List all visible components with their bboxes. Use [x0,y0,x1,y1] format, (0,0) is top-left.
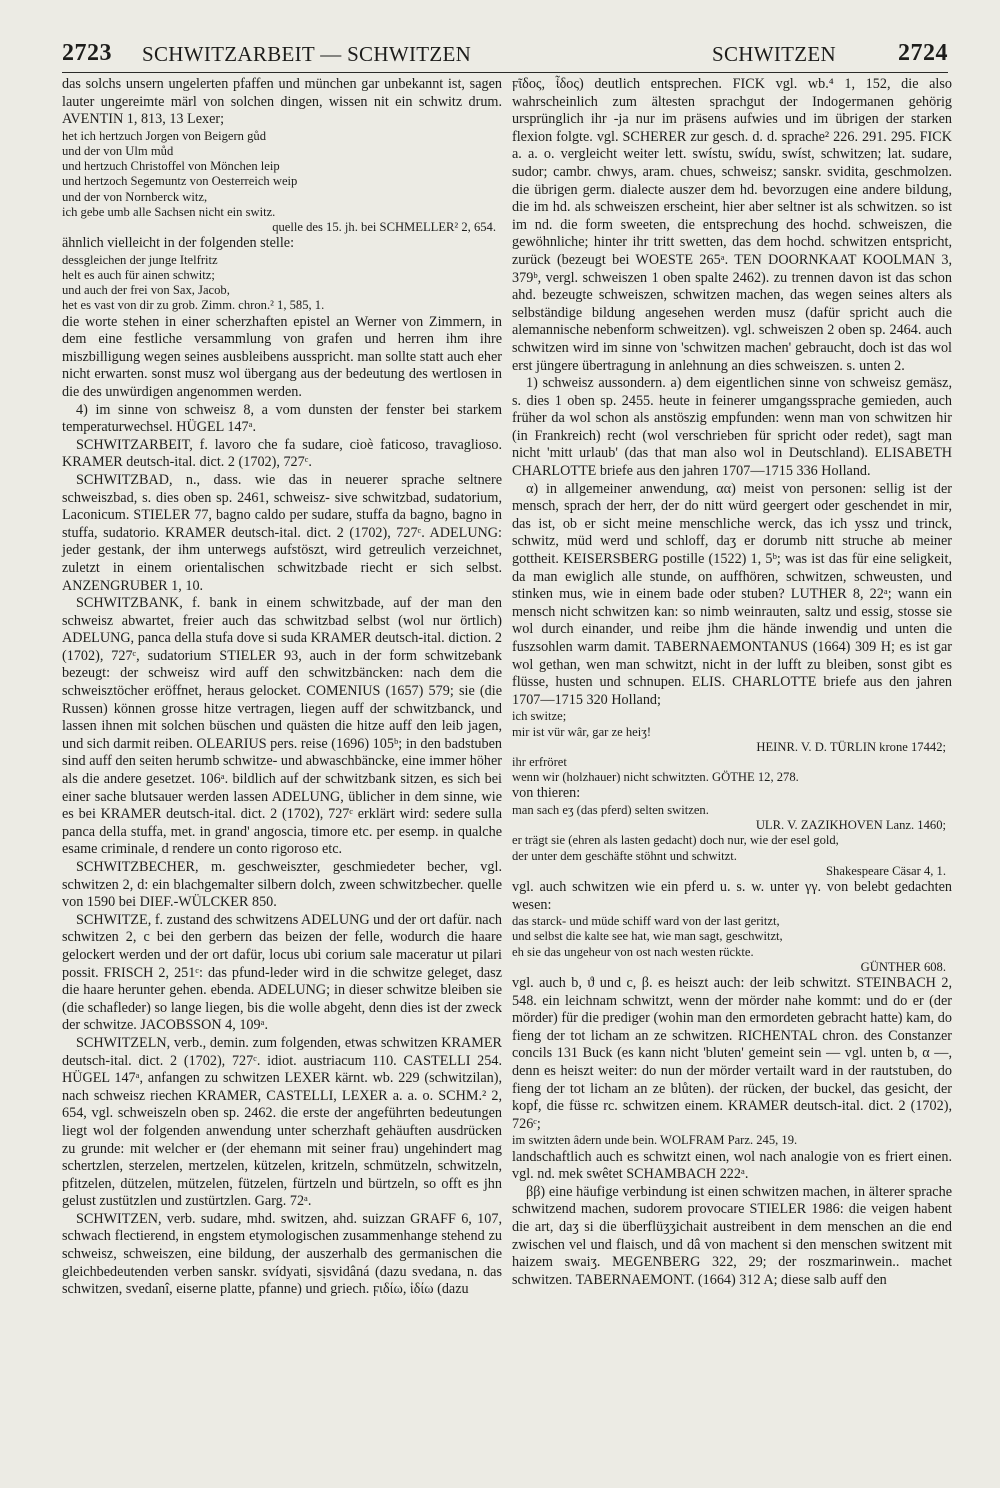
left-entry-paragraph: SCHWITZARBEIT, f. lavoro che fa sudare, cioè faticoso, travaglioso. KRAMER deutsch-ital. dict. 2 (1702), 727ᶜ. [62,436,502,471]
left-quote-source: quelle des 15. jh. bei SCHMELLER² 2, 654. [272,220,496,234]
left-entry-paragraph: SCHWITZBECHER, m. geschweiszter, geschmiedeter becher, vgl. schwitzen 2, d: ein blachgemalter silbern dolch, zween schwitzbecher. quelle von 1590 bei DIEF.-WÜLCKER 850. [62,859,502,911]
right-quote-source: HEINR. V. D. TÜRLIN krone 17442; [756,739,946,754]
left-entry-paragraph: SCHWITZELN, verb., demin. zum folgenden, etwas schwitzen KRAMER deutsch-ital. dict. 2 (1702), 727ᶜ. idiot. austriacum 110. CASTELLI 254. HÜGEL 147ᵃ, anfangen zu schwitzen LEXER kärnt. wb. 229 (schwitzilan), nach schweisz riechen KRAMER, CASTELLI, LEXER a. a. o. SCHM.² 2, 654, vgl. schweiszeln oben sp. 2462. die erste der angeführten bedeutungen liegt wol der folgenden anwendung unter scherzhaft gehäuften ausdrücken zu grunde: mit welcher er (der ehemann mit seiner frau) ungehindert mag schertzlen, sterzelen, mertzelen, kützelen, kritzeln, schmützeln, schwitzeln, pfitzelen, dützelen, mützelen, fützelen, fürtzeln und bürtzeln, so offt es jhn gelust zustützlen und zustürtzlen. Garg. 72ᵃ. [62,1034,502,1210]
left-paragraph: ähnlich vielleicht in der folgenden stelle: [62,235,295,252]
running-title-right: SCHWITZEN [711,42,836,66]
left-paragraph: die worte stehen in einer scherzhaften epistel an Werner von Zimmern, in dem eine festliche versammlung von grafen und herren ihm ihre miszbilligung wegen seines ausbleibens ausspricht. man sollte statt auch eher nicht erwarten. sonst musz wol übergang aus der bedeutung des wertlosen in die des unwürdigen angenommen werden. [62,313,502,400]
right-column [512,76,952,1289]
right-verse-quote: im switzten âdern unde bein. WOLFRAM Parz. 245, 19. [512,1133,798,1148]
left-verse-quote: dessgleichen der junge Itelfritz helt es auch für ainen schwitz; und auch der frei von Sax, Jacob, het es vast von dir zu grob. Zimm. chron.² 1, 585, 1. [62,252,325,313]
running-header [62,38,948,73]
right-entry-paragraph: 1) schweisz aussondern. a) dem eigentlichen sinne von schweisz gemäsz, s. dies 1 oben sp. 2455. heute in feinerer umgangssprache gemieden, auch früher da wol schon als anstöszig empfunden: wenn man von schwitzen hir (in Frankreich) recht (wol verschrieben für spricht oder redet), sagt man nicht 'mitt urlaub' (das that man also wol in Deutschland). ELISABETH CHARLOTTE briefe aus den jahren 1707—1715 336 Holland. [512,375,952,480]
right-entry-paragraph: ββ) eine häufige verbindung ist einen schwitzen machen, in älterer sprache schwitzend machen, sudorem provocare STIELER 1986: die veigen habent die art, daʒ si die überflüʒʒichait austreibent in dem menschen an die end zwischen vel und flaisch, und dâ von machent si den menschen switzent mit haizem swaiʒ. MEGENBERG 322, 29; der roszmarinwein.. machet schwitzen. TABERNAEMONT. (1664) 312 A; diese salb auff den [512,1183,952,1288]
right-verse-quote: das starck- und müde schiff ward von der last geritzt, und selbst die kalte see hat, wie man sagt, geschwitzt, eh sie das ungeheur von ost nach westen rückte. [512,914,783,959]
left-verse-quote: het ich hertzuch Jorgen von Beigern gůd und der von Ulm můd und hertzuch Christoffel von Mönchen leip und hertzoch Segemuntz von Oesterreich weip und der von Nornberck witz, ich gebe umb alle Sachsen nicht ein switz. [62,128,298,219]
right-paragraph: landschaftlich auch es schwitzt einen, wol nach analogie von es friert einen. vgl. nd. mek swêtet SCHAMBACH 222ᵃ. [512,1148,952,1183]
right-entry-paragraph: α) in allgemeiner anwendung, αα) meist von personen: sellig ist der mensch, sprach der herr, der do nitt würd geergert oder geschendet in mir, das ist, ob er sicht meine menschliche werck, das ich yssz und trinck, schwitz, müd werd und schloff, daʒ er dorumb nitt struche ab meiner gottheit. KEISERSBERG postille (1522) 1, 5ᵇ; was ist das für eine seligkeit, da man ewiglich alle stunde, on auffhören, schwitzen, schweusten, und stinken mus, wie in einem bade oder stuben? LUTHER 8, 22ᵃ; wann ein mensch nicht schwitzen kan: so nimb weinrauten, saltz und essig, stosse sie wol durch einander, und reibe jhm die hände inwendig und unten die fuszsohlen warm damit. TABERNAEMONTANUS (1664) 309 H; es ist gar wol gethan, wen man schwitzt, nicht in der lufft zu bleiben, sonst gibt es flüsse, husten und schnupen. ELIS. CHARLOTTE briefe aus den jahren 1707—1715 320 Holland; [512,480,952,708]
left-entry-paragraph: SCHWITZE, f. zustand des schwitzens ADELUNG und der ort dafür. nach schwitzen 2, c bei den gerbern das beizen der felle, wodurch die haare gelockert werden und der ort dafür, locus ubi corium sale maceratur ut pilari possit. FRISCH 2, 251ᶜ: das pfund-leder wird in die schwitze geleget, dasz die haare herunter gehen. ebenda. ADELUNG; in dieser schwitze bleiben sie (die schafleder) so lange liegen, bis die wolle abgeht, denn dies ist der zweck der schwitze. JACOBSSON 4, 109ᵃ. [62,911,502,1034]
right-paragraph: ϝῖδος, ἶδος) deutlich entsprechen. FICK vgl. wb.⁴ 1, 152, die also wahrscheinlich zum ältesten sprachgut der Indogermanen gehörig ursprünglich ihr -ja nur im präsens aufwies und im übrigen der starken flexion folgte. vgl. SCHERER zur gesch. d. d. sprache² 226. 291. 295. FICK a. a. o. vergleicht weiter lett. swístu, swídu, swíst, schwitzen; lat. sudare, sudor; cambr. chwys, aram. chues, schweisz; sanskr. svidita, geschmolzen. die übrigen germ. dialecte auszer dem hd. bevorzugen eine andere bildung, die im hd. als schweiszen erscheint, hier aber seltner ist als schwitzen. so ist im nd. die form sweeten, die entsprechung des hochd. schweiszen, die gewöhnliche; hinter ihr tritt swetten, das dem hochd. schwitzen entspricht, zurück (bezeugt bei WOESTE 265ᵃ. TEN DOORNKAAT KOOLMAN 3, 379ᵇ, vergl. schweiszen 1 oben spalte 2462). zu trennen davon ist das schon ahd. bezeugte schweiszen, schwitzen machen, das wegen seines alters als selbständige bildung angesehen werden musz (dafür spricht auch die alemannische nebenform schweitzen). vgl. schweiszen 2 oben sp. 2464. auch schwitzen wird im sinne von 'schwitzen machen' gebraucht, doch ist das wol erst jüngere übertragung in anlehnung an dies schweiszen. s. unten 2. [512,76,952,374]
left-entry-paragraph: 4) im sinne von schweisz 8, a vom dunsten der fenster bei starkem temperaturwechsel. HÜGEL 147ᵃ. [62,401,502,436]
right-verse-quote: er trägt sie (ehren als lasten gedacht) doch nur, wie der esel gold, der unter dem geschäfte stöhnt und schwitzt. [512,833,839,863]
right-verse-quote: man sach eʒ (das pferd) selten switzen. [512,802,709,817]
left-entry-paragraph: SCHWITZBANK, f. bank in einem schwitzbade, auf der man den schweisz abwartet, freier auch das schwitzbad selbst (wol nur örtlich) ADELUNG, panca della stufa dove si suda KRAMER deutsch-ital. diction. 2 (1702), 727ᶜ, sudatorium STIELER 93, auch in der form schwitzebank bezeugt: der schweisz wird auff den schwitzbäncken: nach dem die schweisztöcher eröffnet, heraus gelocket. COMENIUS (1657) 579; sie (die Russen) können grosse hitze vertragen, liegen auff der schwitzbanck, und lassen ihnen mit solchen büschen und quästen die hitze auff den leib jagen, und sich darmit reiben. OLEARIUS pers. reise (1696) 105ᵇ; in den badstuben sind auff den seiten herumb schwitze- und abwaschbäncke, eine immer höher als die andere gesetzet. 106ᵃ. bildlich auf der schwitzbank sitzen, es sich bei einer sache blutsauer werden lassen ADELUNG, üblicher in dem sinne, wie es bei KRAMER deutsch-ital. dict. 2 (1702), 727ᶜ erklärt wird: sedere sulla panca della stuffa, met. in grand' angoscia, timore etc. per esemp. in qualche esame criminale, d rendere un conto rigoroso etc. [62,595,502,858]
page-number-left: 2723 [62,40,112,66]
running-title-left: SCHWITZARBEIT — SCHWITZEN [142,42,472,66]
right-verse-quote: ich switze; mir ist vür wâr, gar ze heiʒ! [512,709,652,739]
left-entry-paragraph: SCHWITZEN, verb. sudare, mhd. switzen, ahd. suizzan GRAFF 6, 107, schwach flectierend, in engstem etymologischen zusammenhange stehend zu schweisz, schweiszen, eine bildung, der auszerhalb des germanischen die gleichbedeutenden verben sanskr. svídyati, sịsvidâná (dazu svedana, n. das schwitzen, svedanî, eiserne platte, pfanne) und griech. ϝιδίω, ἰδίω (dazu [62,1210,502,1298]
left-paragraph: das solchs unsern ungelerten pfaffen und münchen gar unbekannt ist, sagen lauter ungereimte märl von solchen dingen, wissen nit ein schwitz drum. AVENTIN 1, 813, 13 Lexer; [62,76,502,128]
right-paragraph: vgl. auch b, ϑ und c, β. es heiszt auch: der leib schwitzt. STEINBACH 2, 548. ein leichnam schwitzt, wenn der mörder nahe kommt: und do er (der mörder) für die prediger (wohin man den ermordeten gebracht hatte) kam, do fieng der tot licham an ze schwitzen. RICHENTAL chron. des Constanzer concils 131 Buck (es kann nicht 'bluten' gemeint sein — vgl. unten b, α —, denn es heiszt weiter: do nun der mörder vertailt ward in der rautstuben, do fieng der tot licham an ze blůten). der rücken, der buckel, das gesicht, der kopf, die füsse rc. schwitzen einem. KRAMER deutsch-ital. dict. 2 (1702), 726ᶜ; [512,975,952,1132]
right-quote-source: ULR. V. ZAZIKHOVEN Lanz. 1460; [755,818,946,833]
right-paragraph: von thieren: [512,785,581,802]
left-column [62,76,502,1299]
page-number-right: 2724 [898,40,948,66]
left-entry-paragraph: SCHWITZBAD, n., dass. wie das in neuerer sprache seltnere schweiszbad, s. dies oben sp. 2461, schweisz- sive schwitzbad, sudatorium, Laconicum. STIELER 77, bagno caldo per sudare, stuffa da bagno, bagno in stuffa, sudatorio. KRAMER deutsch-ital. dict. 2 (1702), 727ᶜ. ADELUNG: jeder gestank, der ihm unterwegs aufstöszt, wird getreulich verzeichnet, zuletzt in einem orientalischen schwitzbade riecht er sich selbst. ANZENGRUBER 1, 10. [62,471,502,594]
right-verse-quote: ihr erfröret wenn wir (holzhauer) nicht schwitzten. GÖTHE 12, 278. [512,754,799,785]
right-paragraph: vgl. auch schwitzen wie ein pferd u. s. w. unter γγ. von belebt gedachten wesen: [512,879,952,913]
right-quote-source: GÜNTHER 608. [860,959,946,974]
right-quote-source: Shakespeare Cäsar 4, 1. [826,863,946,878]
